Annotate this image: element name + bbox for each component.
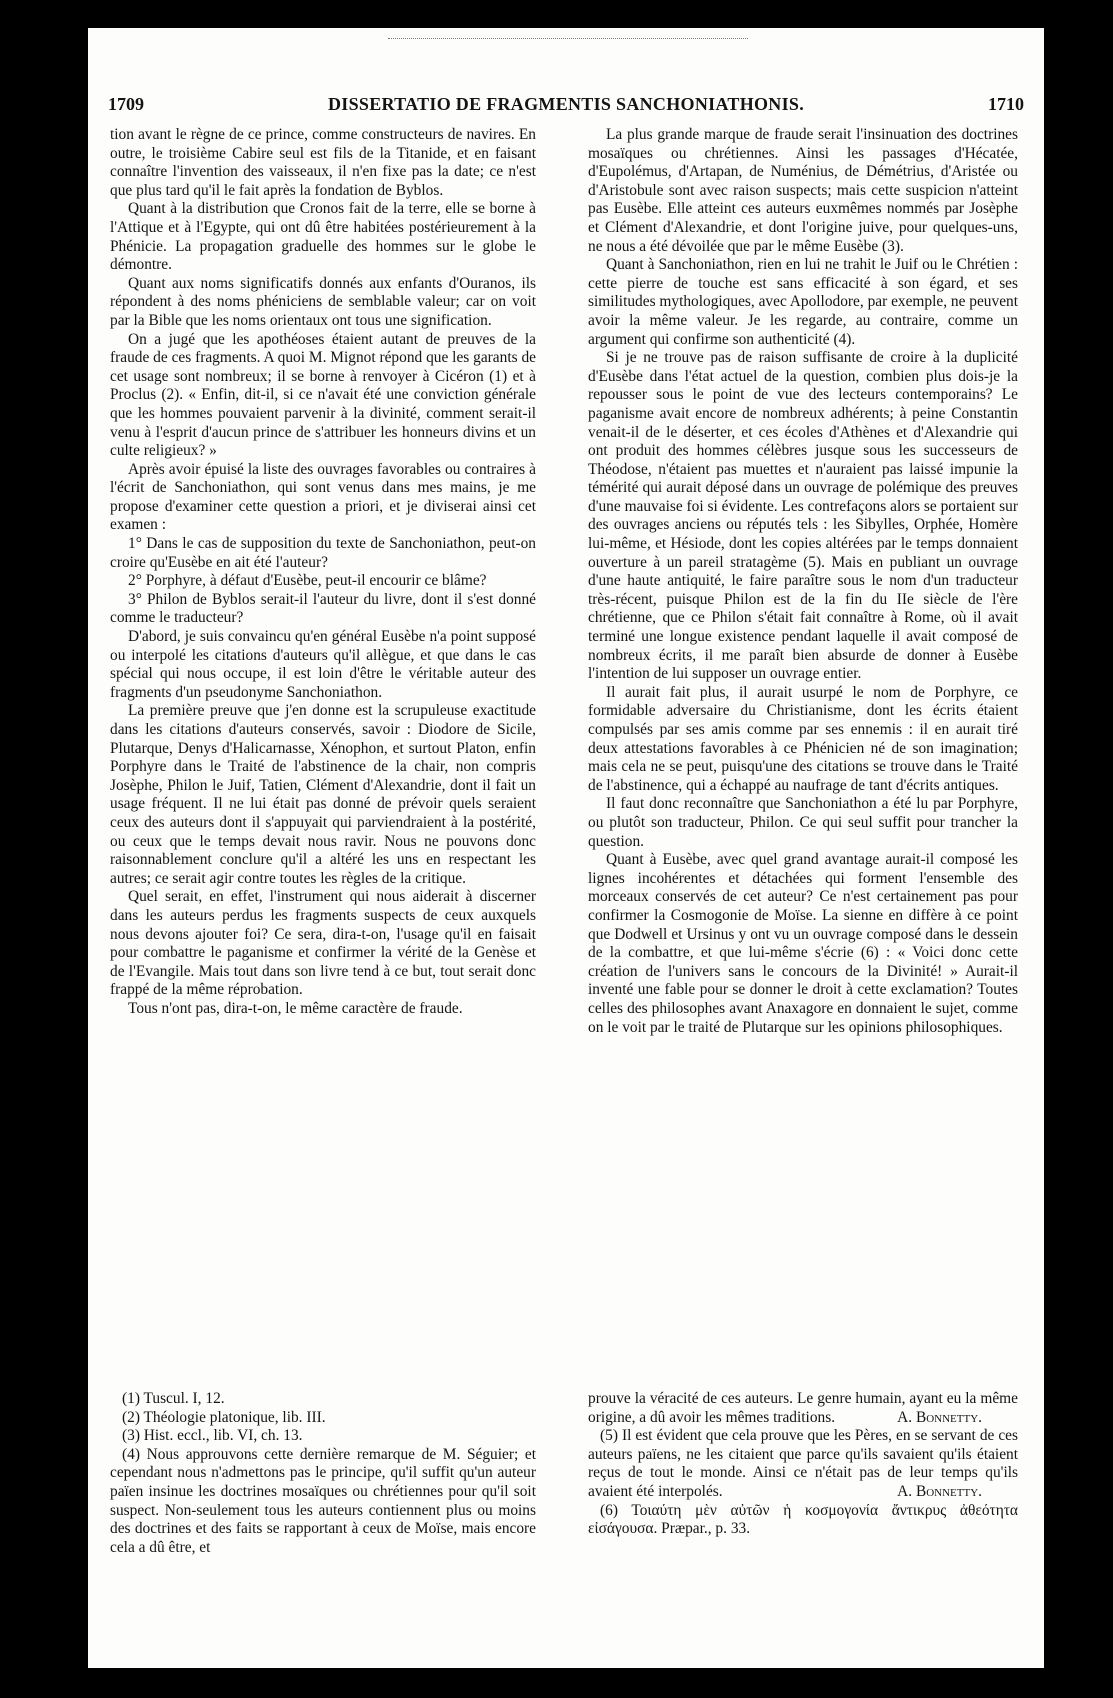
paragraph: D'abord, je suis convaincu qu'en général Eusèbe n'a point supposé ou interpolé les citations d'auteurs qu'il allègue, et que dans le cas spécial qui nous occupe, il est loin d'être le véritable auteur des fragments d'un pseudonyme Sanchoniathon.: [110, 628, 536, 701]
paragraph: Après avoir épuisé la liste des ouvrages favorables ou contraires à l'écrit de Sanchoniathon, qui sont venus dans mes mains, je me propose d'examiner cette question a priori, et je diviserai ainsi cet examen :: [110, 460, 536, 534]
footnotes-left: [110, 1390, 536, 1557]
paragraph: 2° Porphyre, à défaut d'Eusèbe, peut-il encourir ce blâme?: [128, 572, 487, 590]
paragraph: Quant aux noms significatifs donnés aux enfants d'Ouranos, ils répondent à des noms phéniciens de semblable valeur; car on voit par la Bible que les noms orientaux ont tous une signification.: [110, 274, 536, 329]
footnote: (2) Théologie platonique, lib. III.: [122, 1408, 326, 1426]
running-title: DISSERTATIO DE FRAGMENTIS SANCHONIATHONIS.: [327, 94, 805, 114]
paragraph: Tous n'ont pas, dira-t-on, le même caractère de fraude.: [128, 999, 463, 1017]
paragraph: 3° Philon de Byblos serait-il l'auteur du livre, dont il s'est donné comme le traducteur?: [110, 590, 536, 627]
paragraph: La plus grande marque de fraude serait l'insinuation des doctrines mosaïques ou chrétiennes. Ainsi les passages d'Hécatée, d'Eupolémus, d'Artapan, de Numénius, de Démétrius, d'Aristée ou d'Aristobule sont avec raison suspects; mais cette suspicion n'atteint pas Eusèbe. Elle atteint ces auteurs euxmêmes nommés par Josèphe et Clément d'Alexandrie, et dont l'origine juive, pour quelques-uns, ne nous a été dévoilée que par le même Eusèbe (3).: [588, 126, 1018, 255]
scan-artifact: [388, 30, 748, 39]
footnote: (3) Hist. eccl., lib. VI, ch. 13.: [122, 1427, 303, 1445]
footnote-text: (5) Il est évident que cela prouve que les Pères, en se servant de ces auteurs païens, ne les citaient que parce qu'ils savaient qu'ils étaient reçus de tout le monde. Ainsi ce n'était pas de leur temps qu'ils avaient été interpolés.: [588, 1427, 1018, 1500]
footnotes-right: [588, 1390, 1018, 1539]
footnote-text: prouve la véracité de ces auteurs. Le genre humain, ayant eu la même origine, a dû avoir les mêmes traditions.: [588, 1390, 1018, 1426]
paragraph: Quant à Sanchoniathon, rien en lui ne trahit le Juif ou le Chrétien : cette pierre de touche est sans efficacité à son égard, et ses similitudes mythologiques, avec Apollodore, par exemple, ne peuvent avoir la même valeur. Je les regarde, au contraire, comme un argument qui confirme son authenticité (4).: [588, 256, 1018, 348]
paragraph: Quel serait, en effet, l'instrument qui nous aiderait à discerner dans les auteurs perdus les fragments suspects de ceux auxquels nous devons ajouter foi? Ce sera, dira-t-on, l'usage qu'il en faisait pour combattre le paganisme et confirmer la vérité de la Genèse et de l'Evangile. Mais tout dans son livre tend à ce but, tout serait donc frappé de la même réprobation.: [110, 888, 536, 999]
left-column: [110, 126, 536, 1019]
paragraph: 1° Dans le cas de supposition du texte de Sanchoniathon, peut-on croire qu'Eusèbe en ait été l'auteur?: [110, 535, 536, 571]
left-page-number: 1709: [108, 94, 144, 114]
paragraph: La première preuve que j'en donne est la scrupuleuse exactitude dans les citations d'auteurs conservés, savoir : Diodore de Sicile, Plutarque, Denys d'Halicarnasse, Xénophon, et surtout Platon, enfin Porphyre dans le Traité de l'abstinence de la chair, non compris Josèphe, Philon le Juif, Tatien, Clément d'Alexandrie, dont il fait un usage fréquent. Il ne lui était pas donné de prévoir quels seraient ceux des auteurs dont il s'appuyait qui parviendraient à la postérité, ou ceux que le temps devait nous ravir. Nous ne pouvons donc raisonnablement conclure qu'il a altéré les uns en respectant les autres; ce serait agir contre toutes les règles de la critique.: [110, 702, 536, 887]
right-page-number: 1710: [988, 94, 1024, 114]
document-page: [88, 28, 1044, 1668]
paragraph: Quant à Eusèbe, avec quel grand avantage aurait-il composé les lignes incohérentes et détachées qui forment l'ensemble des morceaux conservés de cet auteur? Ce n'est certainement pas pour confirmer la Cosmogonie de Moïse. La sienne en diffère à ce point que Dodwell et Ursinus y ont vu un ouvrage composé dans le dessein de la combattre, et que lui-même s'écrie (6) : « Voici donc cette création de l'univers sans le concours de la Divinité! » Aurait-il inventé une fable pour se donner le droit à cette exclamation? Toutes celles des philosophes avant Anaxagore en donnaient le sujet, comme on le voit par le traité de Plutarque sur les opinions philosophiques.: [588, 851, 1018, 1036]
paragraph: Si je ne trouve pas de raison suffisante de croire à la duplicité d'Eusèbe dans l'état actuel de la question, combien plus dois-je la repousser sous le point de vue des lecteurs contemporains? Le paganisme avait encore de nombreux adhérents; à peine Constantin venait-il de le déserter, et ces écoles d'Athènes et d'Alexandrie qui ont produit des hommes célèbres jusque sous les successeurs de Théodose, n'étaient pas muettes et n'auraient pas laissé impunie la témérité qui aurait déposé dans un ouvrage de polémique des preuves d'une mauvaise foi si évidente. Les contrefaçons alors se portaient sur des ouvrages anciens ou réputés tels : les Sibylles, Orphée, Homère lui-même, et Hésiode, dont les copies altérées par le temps donnaient ouverture à un pareil stratagème (5). Mais en publiant un ouvrage d'une haute antiquité, le faire paraître sous le nom d'un traducteur très-récent, puisque Philon est de la fin du IIe siècle de l'ère chrétienne, que ce Philon s'était fait connaître à Rome, où il avait terminé une longue existence pendant laquelle il avait composé de nombreux écrits, il me paraît bien absurde de donner à Eusèbe l'intention de lui supposer un ouvrage entier.: [588, 349, 1018, 683]
paragraph: Il faut donc reconnaître que Sanchoniathon a été lu par Porphyre, ou plutôt son traducteur, Philon. Ce qui seul suffit pour trancher la question.: [588, 795, 1018, 850]
footnote: [588, 1427, 1018, 1501]
footnote: (1) Tuscul. I, 12.: [122, 1390, 225, 1407]
paragraph: On a jugé que les apothéoses étaient autant de preuves de la fraude de ces fragments. A quoi M. Mignot répond que les garants de cet usage sont nombreux; il se borne à renvoyer à Cicéron (1) et à Proclus (2). « Enfin, dit-il, si ce n'avait été une conviction générale que les hommes pouvaient parvenir à la divinité, comment serait-il venu à l'esprit d'aucun prince de s'attribuer les honneurs divins et un culte religieux? »: [110, 330, 536, 460]
footnote-continuation: [588, 1390, 1018, 1427]
paragraph: Il aurait fait plus, il aurait usurpé le nom de Porphyre, ce formidable adversaire du Christianisme, dont les écrits étaient compulsés par ses amis comme par ses ennemis : il en aurait tiré deux attestations favorables à ce Phénicien né de son imagination; mais cela ne se peut, puisqu'une des citations se trouve dans le Traité de l'abstinence, qui a échappé au naufrage de tant d'écrits antiques.: [588, 683, 1018, 794]
page-header: [108, 94, 1024, 128]
right-column: [588, 126, 1018, 1037]
paragraph: tion avant le règne de ce prince, comme constructeurs de navires. En outre, le troisième Cabire seul est fils de la Titanide, et en faisant connaître l'invention des vaisseaux, il n'en fixe pas la date; ce n'est que plus tard qu'il le fait après la fondation de Byblos.: [110, 126, 536, 199]
footnote: (4) Nous approuvons cette dernière remarque de M. Séguier; et cependant nous n'admettons pas le principe, qu'il suffit qu'un auteur païen insinue les doctrines mosaïques ou chrétiennes pour qu'il soit suspect. Non-seulement tous les auteurs contiennent plus ou moins des doctrines et des faits se rapportant à ceux de Moïse, mais encore cela a dû être, et: [110, 1445, 536, 1556]
paragraph: Quant à la distribution que Cronos fait de la terre, elle se borne à l'Attique et à l'Egypte, qui ont dû être habitées postérieurement à la Phénicie. La propagation graduelle des hommes sur le globe le démontre.: [110, 200, 536, 274]
footnote: (6) Τοιαύτη μὲν αὐτῶν ἡ κοσμογονία ἄντικρυς ἀθεότητα εἰσάγουσα. Præpar., p. 33.: [588, 1501, 1018, 1538]
signature: A. Bonnetty.: [897, 1482, 982, 1500]
signature: A. Bonnetty.: [897, 1408, 982, 1426]
